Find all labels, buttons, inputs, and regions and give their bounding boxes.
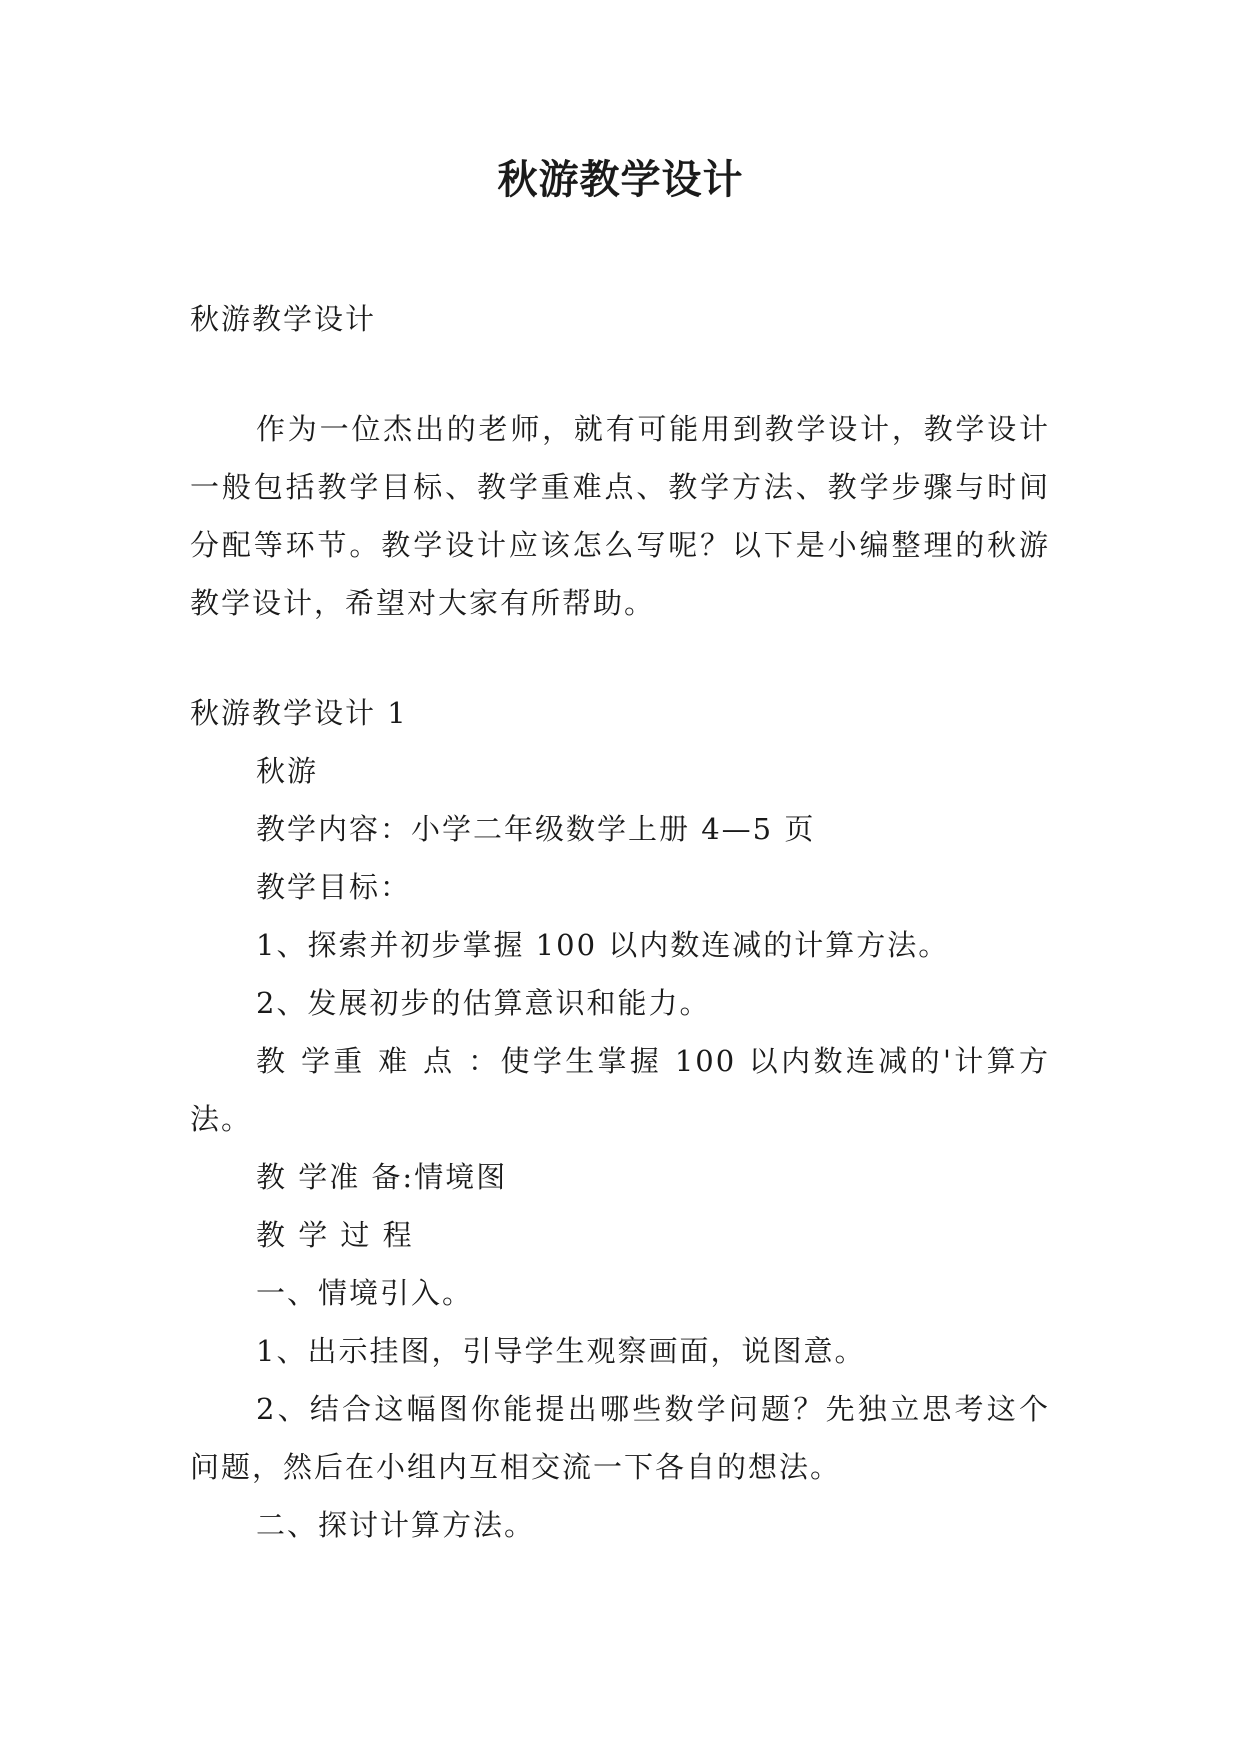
teaching-goals-label: 教学目标：	[256, 870, 412, 904]
step-heading-1: 一、情境引入。	[256, 1276, 474, 1310]
subtitle: 秋游教学设计	[190, 302, 377, 336]
document-title: 秋游教学设计	[497, 156, 744, 203]
teaching-content-line: 教学内容：小学二年级数学上册 4—5 页	[256, 812, 816, 846]
topic-line: 秋游	[256, 754, 319, 788]
section-heading: 秋游教学设计 1	[190, 696, 408, 730]
preparation-line: 教 学准 备:情境图	[256, 1160, 508, 1194]
document-body	[190, 290, 1050, 1554]
key-points-paragraph: 教 学重 难 点 ：使学生掌握 100 以内数连减的'计算方法。	[190, 1044, 1050, 1136]
step-item-1-2: 2、结合这幅图你能提出哪些数学问题？先独立思考这个问题，然后在小组内互相交流一下各自的想法。	[190, 1392, 1050, 1484]
goal-item-1: 1、探索并初步掌握 100 以内数连减的计算方法。	[256, 928, 950, 962]
step-heading-2: 二、探讨计算方法。	[256, 1508, 536, 1542]
step-item-1-1: 1、出示挂图，引导学生观察画面，说图意。	[256, 1334, 866, 1368]
process-label: 教 学 过 程	[256, 1218, 414, 1252]
goal-item-2: 2、发展初步的估算意识和能力。	[256, 986, 711, 1020]
intro-paragraph: 作为一位杰出的老师，就有可能用到教学设计，教学设计一般包括教学目标、教学重难点、教学方法、教学步骤与时间分配等环节。教学设计应该怎么写呢？以下是小编整理的秋游教学设计，希望对大家有所帮助。	[190, 412, 1050, 620]
